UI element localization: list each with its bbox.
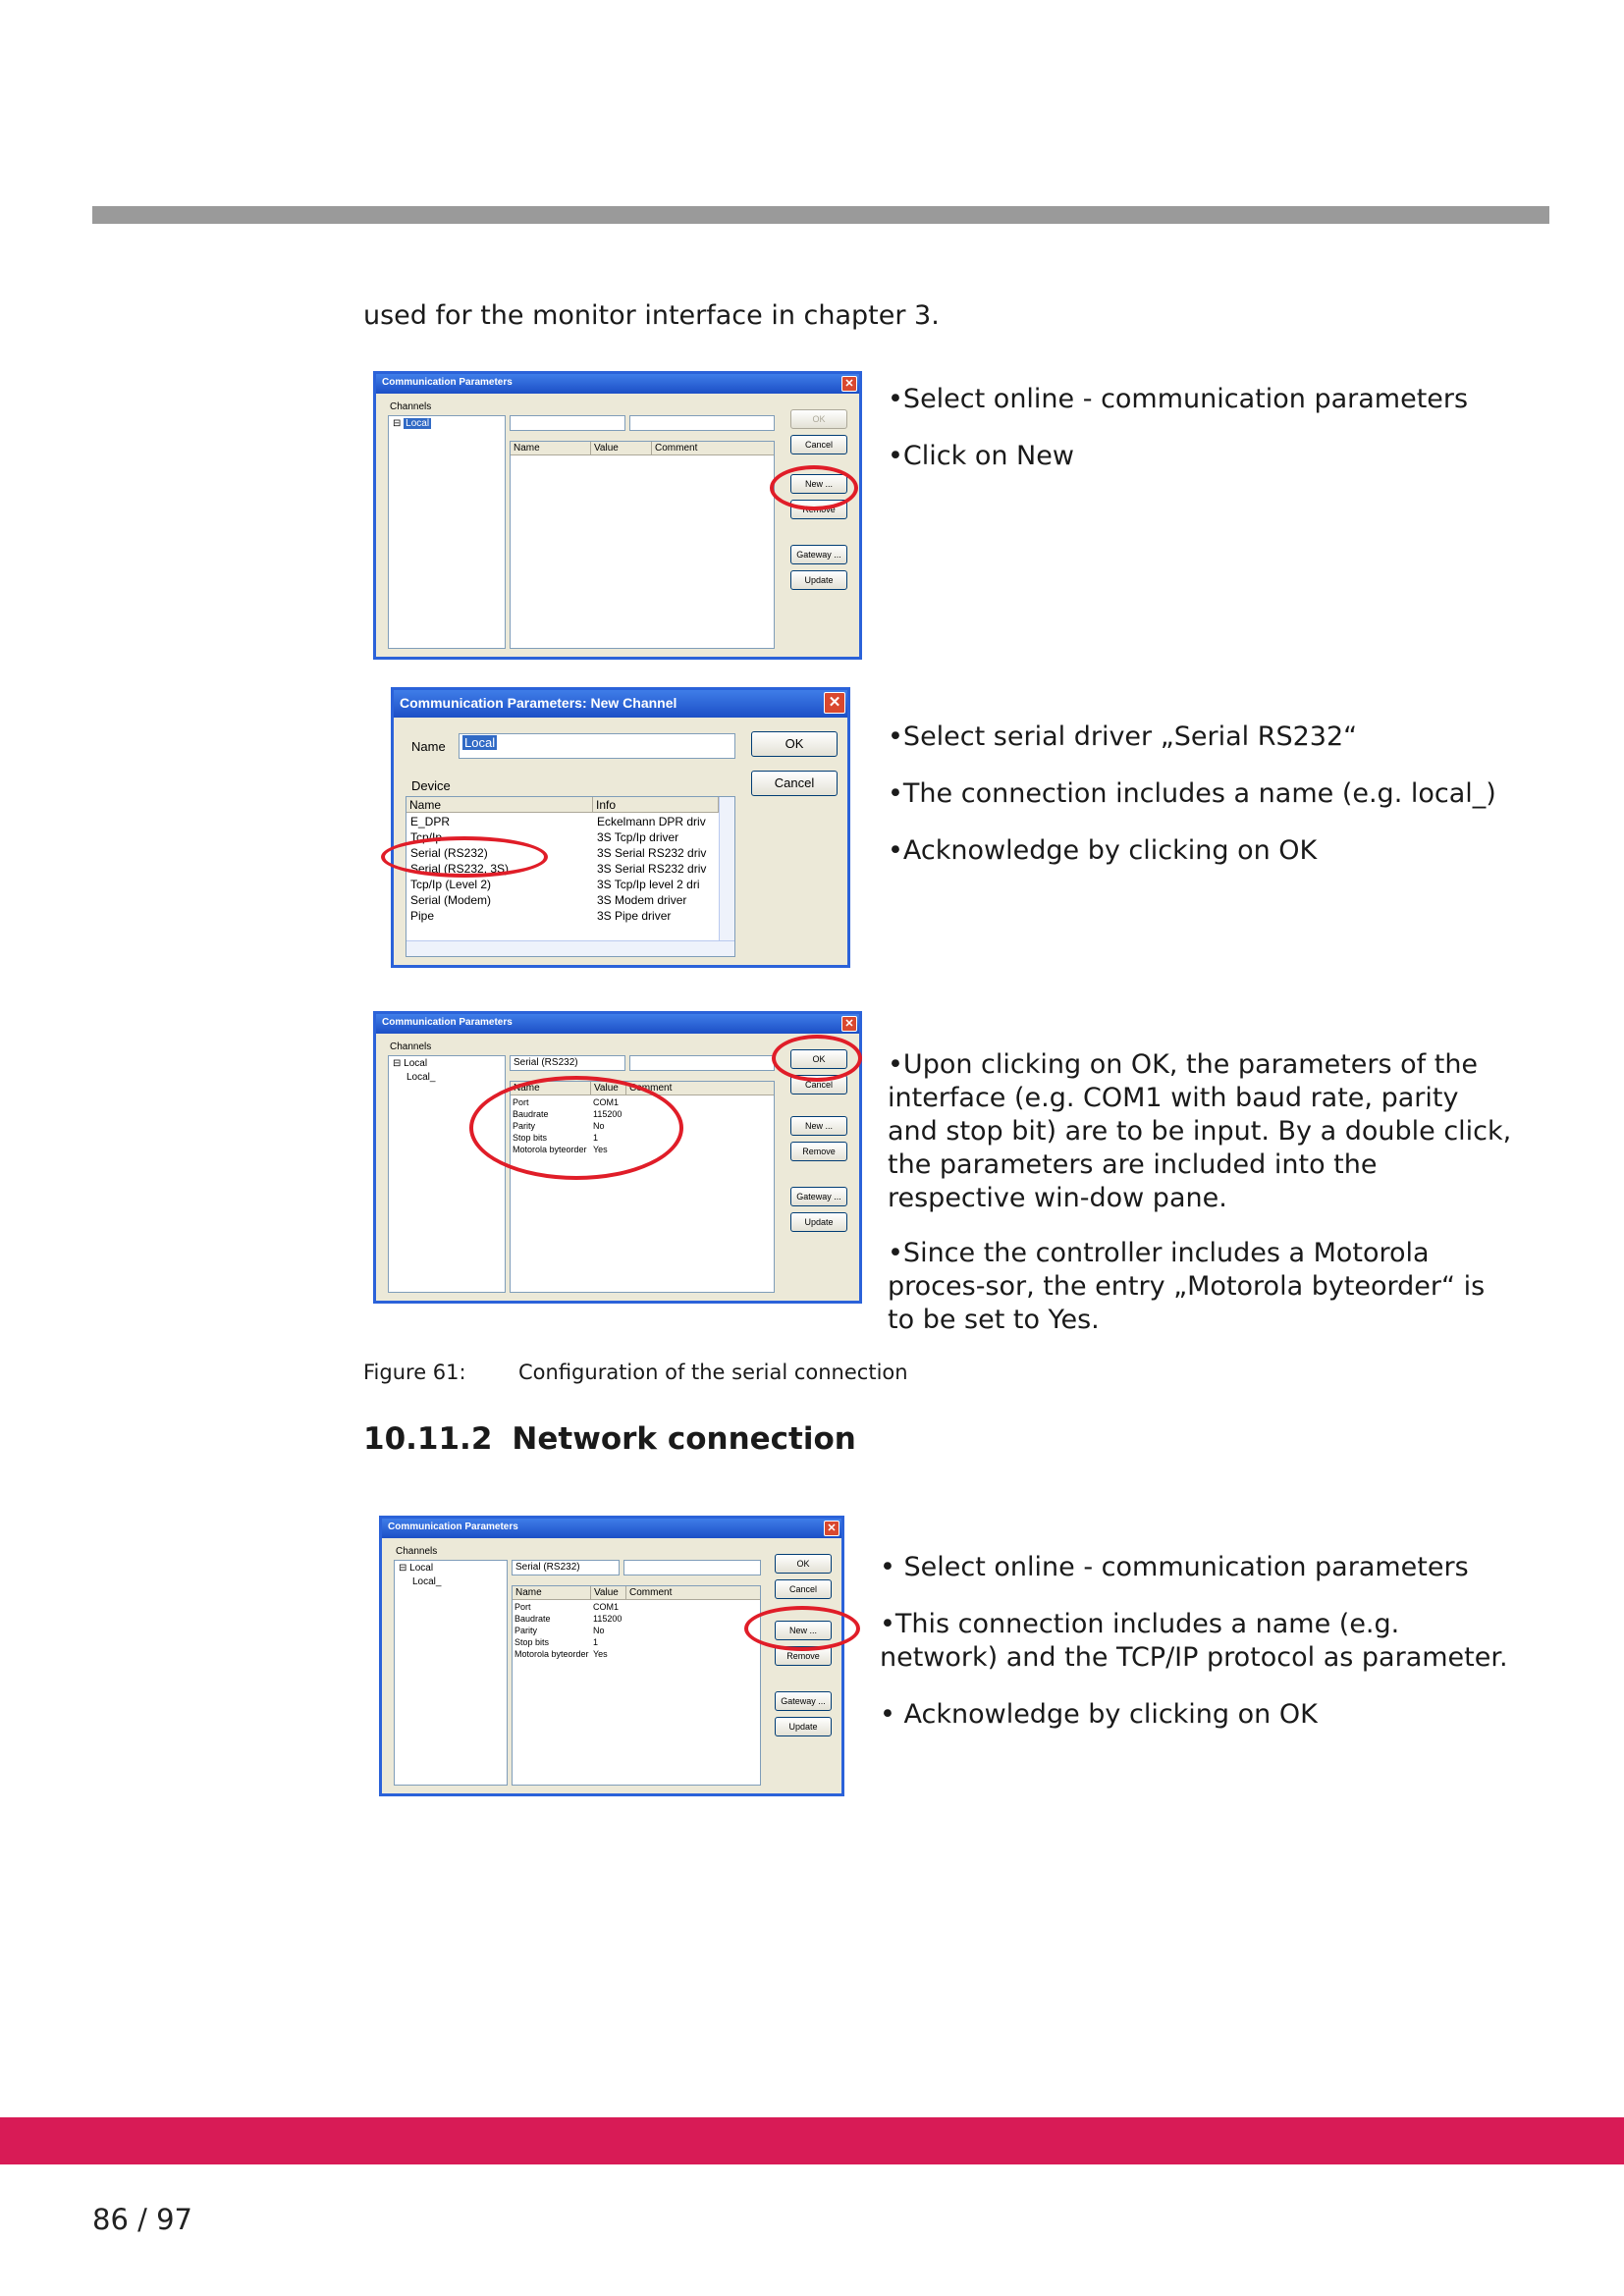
cancel-button[interactable]: Cancel [751, 771, 838, 796]
bullet: •Select online - communication parameters [888, 384, 1469, 414]
row-info[interactable]: Eckelmann DPR driv [597, 815, 706, 828]
remove-button[interactable]: Remove [790, 500, 847, 519]
channels-tree[interactable] [394, 1560, 508, 1786]
row-value[interactable]: No [593, 1626, 605, 1635]
row-name[interactable]: Motorola byteorder [513, 1145, 587, 1154]
header-rule [92, 206, 1549, 224]
tree-item-local[interactable]: Local [406, 418, 430, 429]
column-header-comment[interactable]: Comment [652, 442, 775, 455]
row-name[interactable]: Baudrate [513, 1109, 549, 1119]
cancel-button[interactable]: Cancel [790, 435, 847, 454]
tree-item-local[interactable]: ⊟ Local [399, 1563, 434, 1574]
bullets-2 [888, 721, 1516, 868]
dialog-communication-parameters-3 [379, 1516, 844, 1796]
ok-button[interactable]: OK [775, 1554, 832, 1574]
caption-text: Configuration of the serial connection [518, 1361, 908, 1384]
gateway-button[interactable]: Gateway ... [775, 1691, 832, 1711]
dialog-new-channel [391, 687, 850, 968]
highlight-oval [469, 1076, 683, 1180]
channels-tree[interactable] [388, 1055, 506, 1293]
row-value[interactable]: 1 [593, 1637, 599, 1647]
dialog-title-bar [376, 1014, 859, 1034]
row-info[interactable]: 3S Pipe driver [597, 909, 672, 923]
row-name[interactable]: Parity [514, 1626, 538, 1635]
gateway-button[interactable]: Gateway ... [790, 545, 847, 564]
row-name[interactable]: Motorola byteorder [514, 1649, 589, 1659]
bullet: •Select serial driver „Serial RS232“ [888, 721, 1358, 752]
new-button[interactable]: New ... [790, 474, 847, 494]
row-name[interactable]: Port [514, 1602, 531, 1612]
column-header-comment[interactable]: Comment [626, 1082, 775, 1095]
driver-info-field [629, 1055, 775, 1071]
tree-item-local-underscore[interactable]: Local_ [412, 1576, 442, 1587]
row-info[interactable]: 3S Serial RS232 driv [597, 862, 707, 876]
row-name[interactable]: Port [513, 1097, 529, 1107]
footer-bar [0, 2117, 1624, 2164]
section-heading [363, 1421, 856, 1457]
name-input[interactable]: Local [459, 733, 735, 759]
new-button[interactable]: New ... [775, 1621, 832, 1640]
update-button[interactable]: Update [775, 1717, 832, 1736]
column-header-name[interactable]: Name [406, 797, 593, 813]
highlight-oval [381, 836, 548, 878]
column-header-value[interactable]: Value [591, 1082, 626, 1095]
row-name[interactable]: Tcp/Ip (Level 2) [410, 878, 492, 891]
name-label: Name [411, 739, 446, 754]
driver-info-field [623, 1560, 761, 1575]
vertical-scrollbar[interactable] [719, 797, 734, 942]
gateway-button[interactable]: Gateway ... [790, 1187, 847, 1206]
ok-button[interactable]: OK [751, 731, 838, 757]
page-number: 86 / 97 [92, 2203, 193, 2236]
row-name[interactable]: Parity [513, 1121, 536, 1131]
tree-item-local-underscore[interactable]: Local_ [406, 1072, 436, 1083]
bullet: •This connection includes a name (e.g. network) and the TCP/IP protocol as parameter. [880, 1609, 1508, 1673]
bullet: • Select online - communication parameters [880, 1552, 1469, 1582]
close-icon[interactable]: ✕ [841, 1016, 857, 1032]
row-value[interactable]: No [593, 1121, 605, 1131]
bullet: •Since the controller includes a Motorola proces-sor, the entry „Motorola byteorder“ is to be set to Yes. [888, 1238, 1486, 1335]
column-header-info[interactable]: Info [593, 797, 719, 813]
channels-label: Channels [390, 401, 432, 412]
close-icon[interactable]: ✕ [841, 376, 857, 392]
row-info[interactable]: 3S Modem driver [597, 893, 687, 907]
close-icon[interactable]: ✕ [824, 692, 845, 714]
driver-field [510, 415, 625, 431]
row-name[interactable]: Baudrate [514, 1614, 551, 1624]
bullets-3 [888, 1048, 1516, 1337]
highlight-oval [770, 465, 858, 510]
tree-item-local[interactable]: ⊟ Local [393, 1058, 428, 1069]
row-name[interactable]: Serial (Modem) [410, 893, 492, 907]
column-header-value[interactable]: Value [591, 442, 652, 455]
section-number: 10.11.2 [363, 1421, 493, 1457]
dialog-title: Communication Parameters: New Channel [400, 695, 677, 711]
row-value[interactable]: Yes [593, 1649, 608, 1659]
row-info[interactable]: 3S Serial RS232 driv [597, 846, 707, 860]
close-icon[interactable]: ✕ [824, 1521, 839, 1536]
new-button[interactable]: New ... [790, 1116, 847, 1136]
highlight-oval [772, 1035, 862, 1082]
bullet: •Acknowledge by clicking on OK [888, 835, 1318, 866]
parameters-table[interactable] [512, 1585, 761, 1786]
bullets-4 [880, 1551, 1518, 1732]
bullet: •The connection includes a name (e.g. local_) [888, 778, 1496, 809]
row-value[interactable]: 115200 [593, 1614, 623, 1624]
row-info[interactable]: 3S Tcp/Ip level 2 dri [597, 878, 700, 891]
row-name[interactable]: Serial (RS232) [410, 846, 488, 860]
row-value[interactable]: 1 [593, 1133, 599, 1143]
column-header-name[interactable]: Name [511, 1082, 591, 1095]
dialog-communication-parameters-1 [373, 371, 862, 660]
row-value[interactable]: COM1 [593, 1602, 620, 1612]
column-header-name[interactable]: Name [513, 1586, 591, 1600]
ok-button[interactable]: OK [790, 1049, 847, 1069]
row-value[interactable]: 115200 [593, 1109, 623, 1119]
dialog-title: Communication Parameters [382, 1017, 513, 1028]
row-name[interactable]: E_DPR [410, 815, 451, 828]
caption-label: Figure 61: [363, 1361, 466, 1384]
column-header-name[interactable]: Name [511, 442, 591, 455]
update-button[interactable]: Update [790, 1212, 847, 1232]
driver-field: Serial (RS232) [512, 1560, 620, 1575]
highlight-oval [744, 1606, 860, 1651]
section-title: Network connection [512, 1421, 856, 1457]
channels-label: Channels [390, 1041, 432, 1052]
row-name[interactable]: Stop bits [513, 1133, 548, 1143]
cancel-button[interactable]: Cancel [790, 1075, 847, 1095]
driver-info-field [629, 415, 775, 431]
horizontal-scrollbar[interactable] [406, 940, 734, 956]
driver-field: Serial (RS232) [510, 1055, 625, 1071]
parameters-table[interactable] [510, 441, 775, 649]
row-value[interactable]: Yes [593, 1145, 608, 1154]
bullets-1 [888, 383, 1516, 473]
figure-caption [363, 1361, 908, 1384]
row-name[interactable]: Stop bits [514, 1637, 550, 1647]
dialog-title-bar [394, 690, 847, 718]
channels-label: Channels [396, 1546, 438, 1557]
device-label: Device [411, 778, 451, 793]
column-header-value[interactable]: Value [591, 1586, 626, 1600]
remove-button[interactable]: Remove [775, 1646, 832, 1666]
column-header-comment[interactable]: Comment [626, 1586, 761, 1600]
remove-button[interactable]: Remove [790, 1142, 847, 1161]
intro-text: used for the monitor interface in chapter 3. [363, 300, 940, 331]
dialog-title-bar [376, 374, 859, 394]
dialog-title: Communication Parameters [388, 1522, 518, 1532]
dialog-title-bar [382, 1519, 841, 1538]
channels-tree[interactable]: ⊟ Local [388, 415, 506, 649]
bullet: • Acknowledge by clicking on OK [880, 1699, 1318, 1730]
bullet: •Click on New [888, 441, 1074, 471]
row-info[interactable]: 3S Tcp/Ip driver [597, 830, 679, 844]
row-name[interactable]: Pipe [410, 909, 435, 923]
cancel-button[interactable]: Cancel [775, 1579, 832, 1599]
update-button[interactable]: Update [790, 570, 847, 590]
row-name[interactable]: Tcp/Ip [410, 830, 443, 844]
dialog-title: Communication Parameters [382, 377, 513, 388]
row-name[interactable]: Serial (RS232, 3S) [410, 862, 510, 876]
ok-button[interactable]: OK [790, 409, 847, 429]
bullet: •Upon clicking on OK, the parameters of the interface (e.g. COM1 with baud rate, parity and stop bit) are to be input. By a double click, the parameters are included into the respective win-dow pane. [888, 1049, 1512, 1213]
row-value[interactable]: COM1 [593, 1097, 620, 1107]
